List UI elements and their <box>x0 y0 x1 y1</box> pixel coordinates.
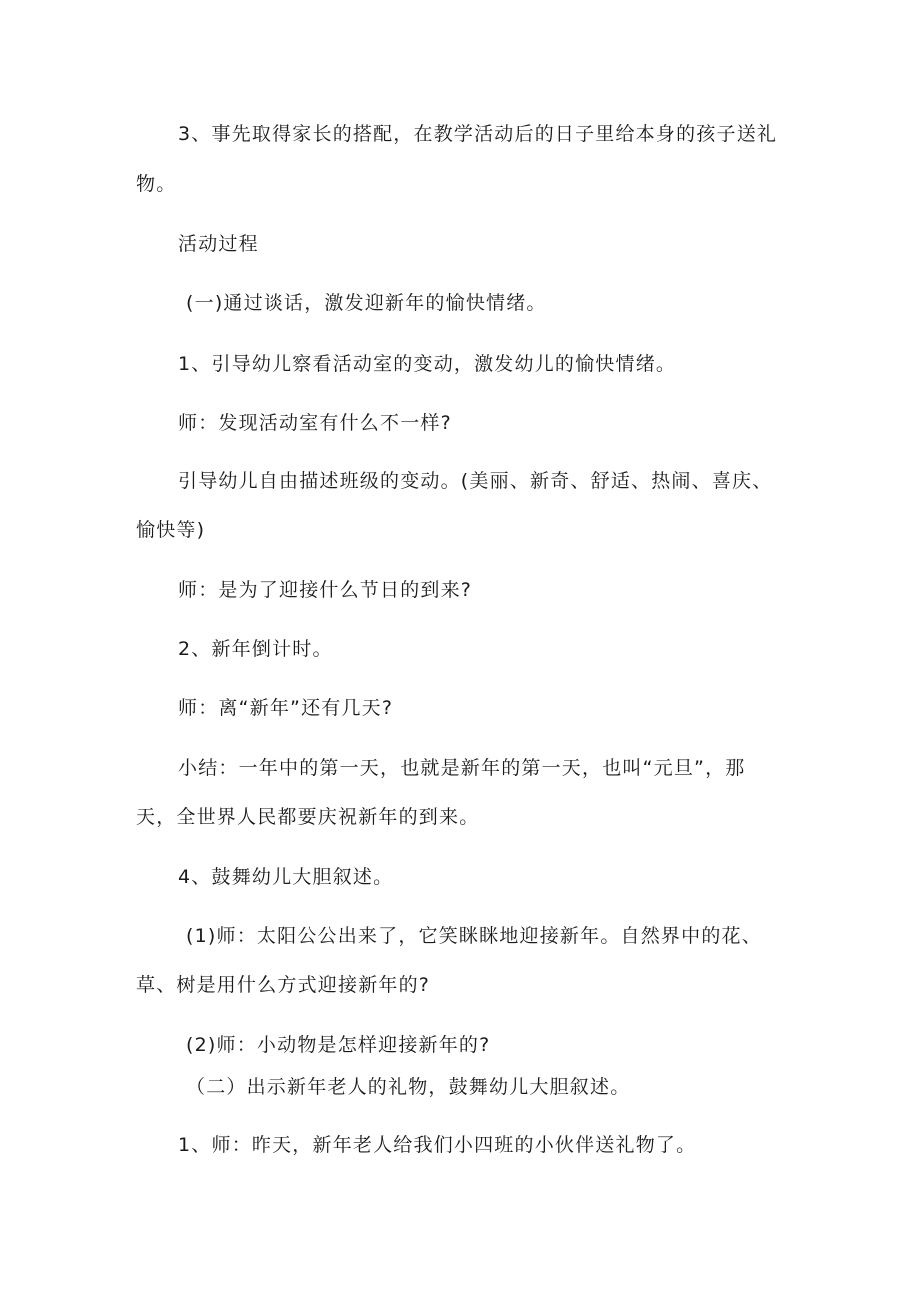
section-heading: （二）出示新年老人的礼物，鼓舞幼儿大胆叙述。 <box>186 1076 631 1098</box>
paragraph-line: 引导幼儿自由描述班级的变动。(美丽、新奇、舒适、热闹、喜庆、 <box>178 470 773 492</box>
paragraph-line: (2)师：小动物是怎样迎接新年的? <box>186 1034 491 1056</box>
paragraph-line: 小结：一年中的第一天，也就是新年的第一天，也叫“元旦”，那 <box>178 757 746 779</box>
paragraph-line: 师：发现活动室有什么不一样? <box>178 412 452 434</box>
paragraph-line: 师：是为了迎接什么节日的到来? <box>178 579 473 601</box>
paragraph-line: 草、树是用什么方式迎接新年的? <box>136 974 431 996</box>
paragraph-line: (1)师：太阳公公出来了，它笑眯眯地迎接新年。自然界中的花、 <box>186 925 762 947</box>
paragraph-line: 4、鼓舞幼儿大胆叙述。 <box>178 866 394 888</box>
paragraph-line: 愉快等) <box>136 519 206 541</box>
paragraph-line: 1、师：昨天，新年老人给我们小四班的小伙伴送礼物了。 <box>178 1134 697 1156</box>
paragraph-line: 2、新年倒计时。 <box>178 638 333 660</box>
paragraph-line: 物。 <box>136 173 177 195</box>
paragraph-line: 天，全世界人民都要庆祝新年的到来。 <box>136 806 480 828</box>
paragraph-line: (一)通过谈话，激发迎新年的愉快情绪。 <box>186 292 547 314</box>
paragraph-line: 1、引导幼儿察看活动室的变动，激发幼儿的愉快情绪。 <box>178 353 677 375</box>
paragraph-line: 3、事先取得家长的搭配，在教学活动后的日子里给本身的孩子送礼 <box>178 123 778 145</box>
paragraph-line: 师：离“新年”还有几天? <box>178 697 394 719</box>
section-heading: 活动过程 <box>178 233 259 255</box>
